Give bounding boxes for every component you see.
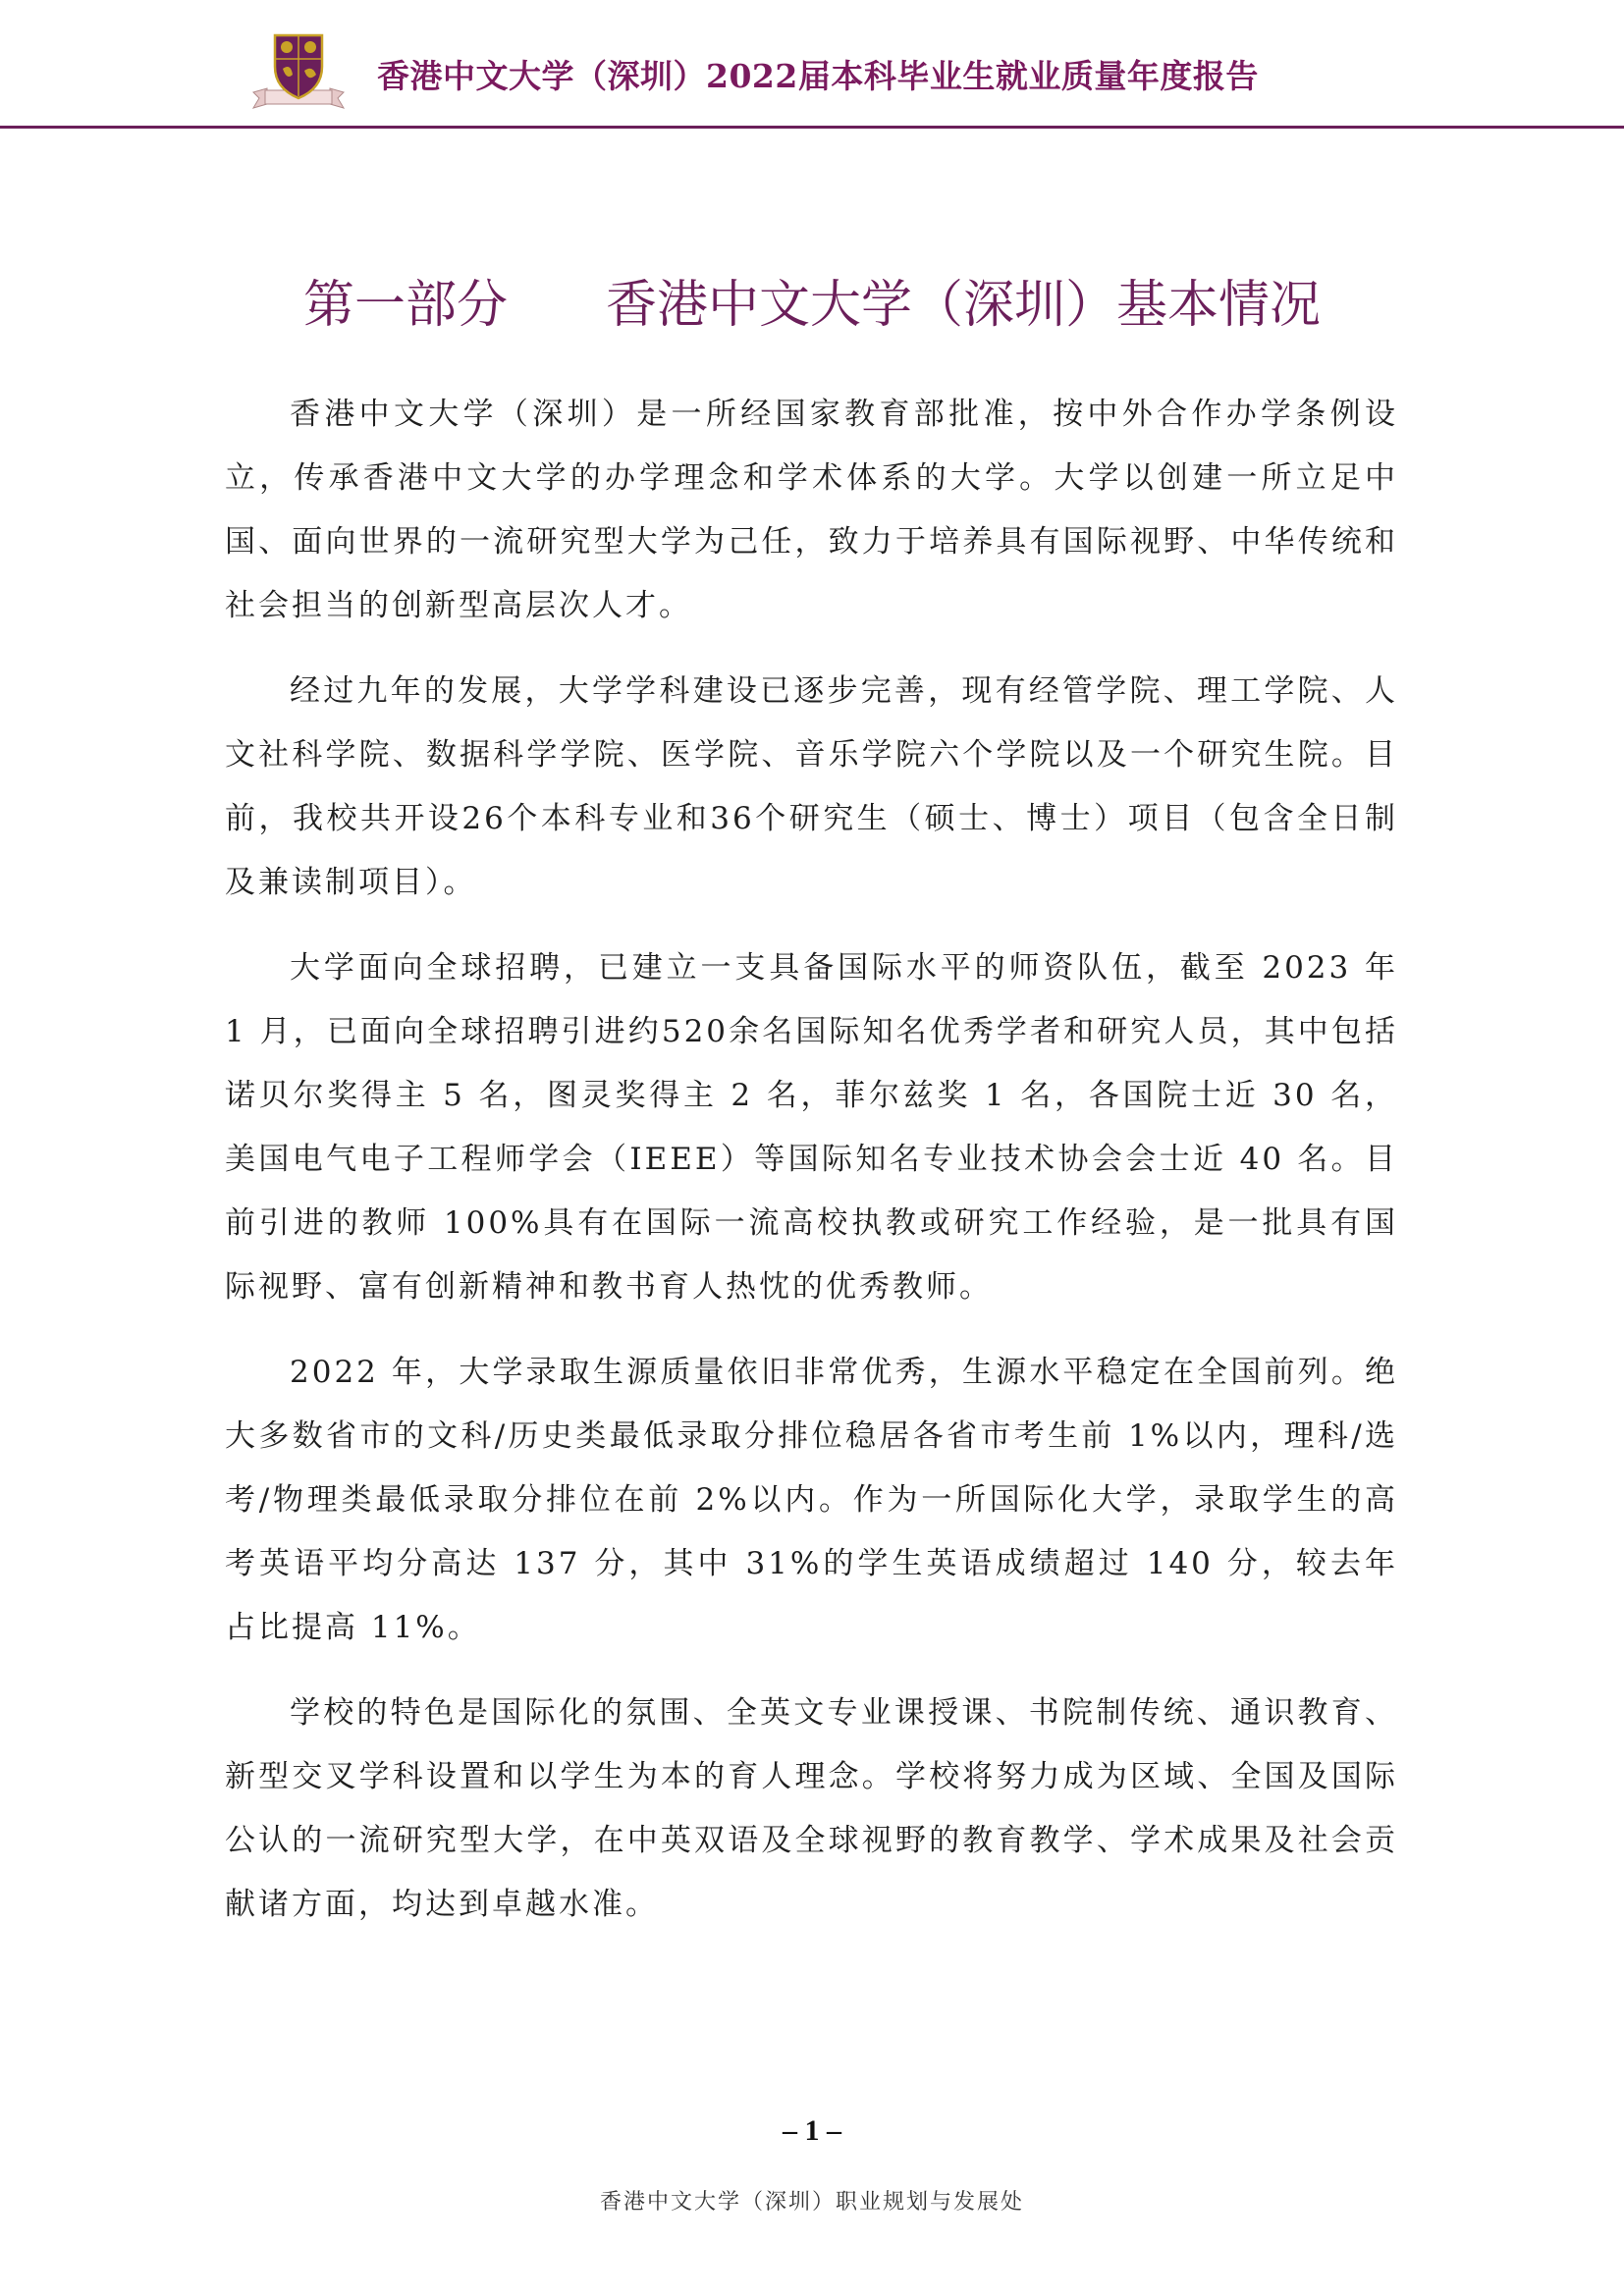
- paragraph-admissions: 2022 年，大学录取生源质量依旧非常优秀，生源水平稳定在全国前列。绝大多数省市的文科/历史类最低录取分排位稳居各省市考生前 1%以内，理科/选考/物理类最低录取分排位在前 2%以内。作为一所国际化大学，录取学生的高考英语平均分高达 137 分，其中 31%的学生英语成绩超过 140 分，较去年占比提高 11%。: [225, 1355, 1398, 1645]
- footer-organization: 香港中文大学（深圳）职业规划与发展处: [599, 2190, 1024, 2215]
- report-title: 香港中文大学（深圳）2022届本科毕业生就业质量年度报告: [377, 57, 1259, 95]
- body-text: [225, 383, 1398, 1958]
- paragraph-faculty: 大学面向全球招聘，已建立一支具备国际水平的师资队伍，截至 2023 年 1 月，已面向全球招聘引进约520余名国际知名优秀学者和研究人员，其中包括诺贝尔奖得主 5 名，图灵奖得主 2 名，菲尔兹奖 1 名，各国院士近 30 名，美国电气电子工程师学会（IEEE）等国际知名专业技术协会会士近 40 名。目前引进的教师 100%具有在国际一流高校执教或研究工作经验，是一批具有国际视野、富有创新精神和教书育人热忱的优秀教师。: [225, 950, 1398, 1305]
- page-number: – 1 –: [783, 2114, 841, 2147]
- paragraph-development: 经过九年的发展，大学学科建设已逐步完善，现有经管学院、理工学院、人文社科学院、数据科学学院、医学院、音乐学院六个学院以及一个研究生院。目前，我校共开设26个本科专业和36个研究生（硕士、博士）项目（包含全日制及兼读制项目）。: [225, 673, 1398, 900]
- chapter-part-label: 第一部分: [302, 276, 508, 335]
- chapter-heading: [0, 263, 1624, 337]
- page-header: [0, 0, 1624, 130]
- header-divider: [0, 126, 1624, 129]
- paragraph-intro: 香港中文大学（深圳）是一所经国家教育部批准，按中外合作办学条例设立，传承香港中文大学的办学理念和学术体系的大学。大学以创建一所立足中国、面向世界的一流研究型大学为己任，致力于培养具有国际视野、中华传统和社会担当的创新型高层次人才。: [225, 397, 1398, 623]
- paragraph-features: 学校的特色是国际化的氛围、全英文专业课授课、书院制传统、通识教育、新型交叉学科设置和以学生为本的育人理念。学校将努力成为区域、全国及国际公认的一流研究型大学，在中英双语及全球视野的教育教学、学术成果及社会贡献诸方面，均达到卓越水准。: [225, 1695, 1398, 1922]
- university-crest-icon: [247, 29, 350, 114]
- chapter-title-text: 香港中文大学（深圳）基本情况: [606, 276, 1322, 335]
